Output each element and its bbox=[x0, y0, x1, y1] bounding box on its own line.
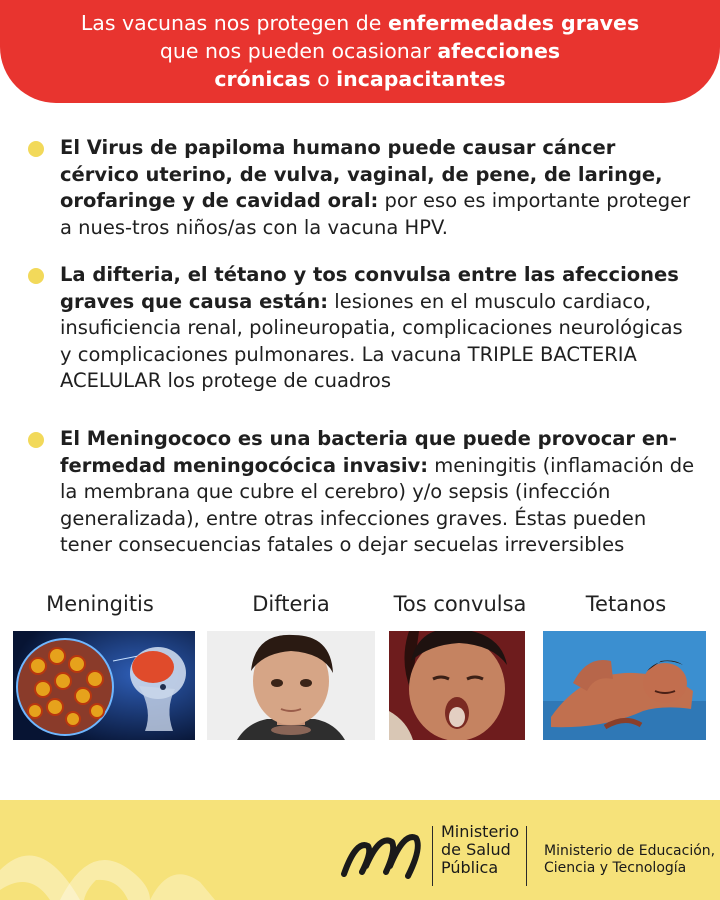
caption-tetanos: Tetanos bbox=[585, 592, 667, 616]
ministerio-educacion-label: Ministerio de Educación, Ciencia y Tecnología bbox=[544, 843, 716, 876]
bullet-hpv: El Virus de papiloma humano puede causar cáncer cérvico uterino, de vulva, vaginal, de pene, de laringe, orofaringe y de cavidad oral: por eso es importante proteger a nues-tros niños/as con la vacuna HPV. bbox=[60, 135, 700, 241]
bacteria-brain-illustration bbox=[13, 631, 195, 740]
child-portrait-photo bbox=[207, 631, 375, 740]
header-line-3: crónicas o incapacitantes bbox=[214, 67, 506, 91]
bullet-dot-icon bbox=[28, 432, 44, 448]
tetanus-infant-photo bbox=[543, 631, 706, 740]
bullet-dot-icon bbox=[28, 268, 44, 284]
logo-divider-2 bbox=[526, 826, 527, 886]
footer-swoosh-decoration bbox=[0, 800, 240, 900]
header-line-2: que nos pueden ocasionar afecciones bbox=[159, 39, 561, 63]
caption-difteria: Difteria bbox=[252, 592, 330, 616]
bullet-meningococo: El Meningococo es una bacteria que puede provocar en-fermedad meningocócica invasiv: meningitis (inflamación de la membrana que cubre el cerebro) y/o sepsis (infección generalizada), entre otras infecciones graves. Éstas pueden tener consecuencias fatales o dejar secuelas irreversibles bbox=[60, 426, 700, 559]
ministerio-salud-label: Ministerio de Salud Pública bbox=[441, 822, 520, 877]
coughing-child-photo bbox=[389, 631, 525, 740]
bullet-dot-icon bbox=[28, 141, 44, 157]
caption-tos-convulsa: Tos convulsa bbox=[393, 592, 527, 616]
header-banner bbox=[0, 0, 720, 103]
caption-meningitis: Meningitis bbox=[46, 592, 154, 616]
logo-divider-1 bbox=[432, 826, 433, 886]
bullet-difteria: La difteria, el tétano y tos convulsa entre las afecciones graves que causa están: lesiones en el musculo cardiaco, insuficiencia renal, polineuropatia, complicaciones neurológicas y complicaciones pulmonares. La vacuna TRIPLE BACTERIA ACELULAR los protege de cuadros bbox=[60, 262, 700, 395]
ministerio-salud-logo-icon bbox=[338, 826, 428, 880]
header-line-1: Las vacunas nos protegen de enfermedades graves bbox=[80, 11, 640, 35]
